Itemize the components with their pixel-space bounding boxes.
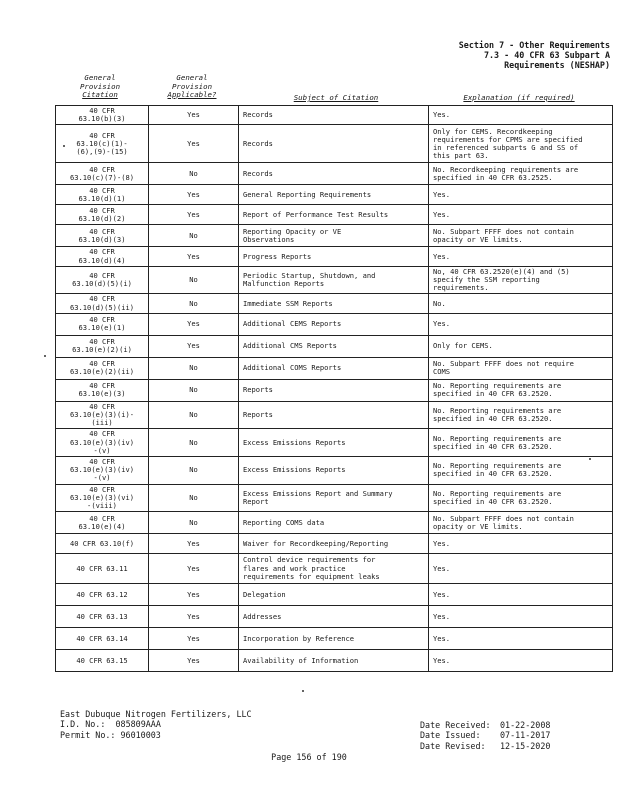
citation-cell-line: 40 CFR bbox=[89, 457, 115, 467]
subject-cell bbox=[239, 357, 429, 379]
explanation-cell bbox=[429, 650, 613, 672]
table-row bbox=[56, 266, 613, 294]
citation-cell-line: -(viii) bbox=[87, 501, 117, 511]
citation-cell-line: 63.10(d)(1) bbox=[78, 193, 126, 203]
explanation-cell-line: requirements for CPMS are specified bbox=[433, 134, 583, 144]
applicable-column-header bbox=[155, 74, 229, 100]
citation-cell bbox=[56, 484, 149, 512]
subject-cell bbox=[239, 125, 429, 163]
date-revised bbox=[420, 741, 550, 751]
section-header-line: Requirements (NESHAP) bbox=[504, 60, 610, 71]
explanation-cell-line: Yes. bbox=[433, 655, 451, 665]
subject-cell bbox=[239, 628, 429, 650]
explanation-cell-line: this part 63. bbox=[433, 151, 489, 161]
citation-cell-line: 63.10(e)(3) bbox=[78, 389, 126, 399]
citation-cell-line: 63.10(e)(3)(iv) bbox=[69, 437, 135, 447]
explanation-cell-line: opacity or VE limits. bbox=[433, 234, 523, 244]
explanation-cell-line: No, 40 CFR 63.2520(e)(4) and (5) bbox=[433, 266, 570, 276]
requirements-table bbox=[55, 105, 613, 672]
footer-dates bbox=[420, 720, 550, 751]
subject-cell-line: Delegation bbox=[243, 589, 286, 599]
table-row bbox=[56, 554, 613, 584]
subject-cell-line: Observations bbox=[243, 234, 295, 244]
date-issued-value: 07-11-2017 bbox=[500, 730, 551, 741]
company-name: East Dubuque Nitrogen Fertilizers, LLC bbox=[60, 709, 252, 719]
explanation-cell bbox=[429, 185, 613, 205]
table-row bbox=[56, 584, 613, 606]
citation-cell-line: 40 CFR 63.15 bbox=[76, 655, 128, 665]
applicable-cell: No bbox=[149, 429, 239, 457]
citation-cell bbox=[56, 512, 149, 534]
explanation-cell bbox=[429, 163, 613, 185]
citation-cell-line: 63.10(d)(2) bbox=[78, 213, 126, 223]
explanation-cell-line: Yes. bbox=[433, 563, 451, 573]
citation-cell-line: 40 CFR bbox=[89, 315, 115, 325]
citation-cell-line: 63.10(e)(1) bbox=[78, 323, 126, 333]
citation-cell-line: 40 CFR bbox=[89, 337, 115, 347]
explanation-cell bbox=[429, 266, 613, 294]
citation-cell bbox=[56, 225, 149, 247]
explanation-cell-line: Yes. bbox=[433, 633, 451, 643]
explanation-cell bbox=[429, 125, 613, 163]
citation-cell bbox=[56, 554, 149, 584]
table-row bbox=[56, 429, 613, 457]
date-revised-label: Date Revised: bbox=[420, 740, 486, 751]
table-row bbox=[56, 534, 613, 554]
applicable-cell: No bbox=[149, 379, 239, 401]
citation-cell bbox=[56, 294, 149, 313]
table-row bbox=[56, 313, 613, 335]
applicable-cell: Yes bbox=[149, 125, 239, 163]
section-header bbox=[459, 40, 610, 71]
explanation-cell bbox=[429, 247, 613, 266]
subject-cell-line: Report bbox=[243, 496, 269, 506]
subject-cell bbox=[239, 225, 429, 247]
citation-cell bbox=[56, 429, 149, 457]
explanation-cell bbox=[429, 429, 613, 457]
applicable-cell: Yes bbox=[149, 185, 239, 205]
citation-cell-line: 40 CFR 63.10(f) bbox=[69, 538, 135, 548]
explanation-cell bbox=[429, 512, 613, 534]
explanation-cell bbox=[429, 584, 613, 606]
subject-cell bbox=[239, 401, 429, 429]
subject-cell bbox=[239, 266, 429, 294]
permit-number bbox=[60, 730, 252, 740]
subject-cell bbox=[239, 205, 429, 225]
subject-cell-line: Excess Emissions Reports bbox=[243, 465, 346, 475]
facility-id-value: 085809AAA bbox=[115, 719, 161, 730]
subject-cell bbox=[239, 106, 429, 125]
explanation-cell-line: Yes. bbox=[433, 189, 451, 199]
explanation-cell-line: Yes. bbox=[433, 589, 451, 599]
explanation-cell bbox=[429, 357, 613, 379]
subject-cell-line: General Reporting Requirements bbox=[243, 189, 372, 199]
subject-cell-line: Reports bbox=[243, 385, 273, 395]
applicable-cell: Yes bbox=[149, 554, 239, 584]
subject-cell-line: Malfunction Reports bbox=[243, 279, 325, 289]
scan-speck bbox=[44, 355, 46, 357]
subject-cell bbox=[239, 379, 429, 401]
table-row bbox=[56, 401, 613, 429]
subject-cell-line: Periodic Startup, Shutdown, and bbox=[243, 270, 376, 280]
citation-cell-line: 40 CFR bbox=[89, 359, 115, 369]
subject-cell bbox=[239, 650, 429, 672]
explanation-cell bbox=[429, 379, 613, 401]
explanation-cell-line: opacity or VE limits. bbox=[433, 521, 523, 531]
table-row bbox=[56, 628, 613, 650]
explanation-cell-line: No. Reporting requirements are bbox=[433, 433, 562, 443]
subject-cell bbox=[239, 247, 429, 266]
citation-cell bbox=[56, 357, 149, 379]
explanation-cell-line: No. Subpart FFFF does not require bbox=[433, 359, 574, 369]
explanation-cell bbox=[429, 606, 613, 628]
table-row bbox=[56, 163, 613, 185]
citation-cell-line: 40 CFR bbox=[89, 381, 115, 391]
subject-cell bbox=[239, 484, 429, 512]
subject-cell bbox=[239, 335, 429, 357]
explanation-cell-line: Yes. bbox=[433, 110, 451, 120]
subject-cell bbox=[239, 294, 429, 313]
subject-cell-line: flares and work practice bbox=[243, 563, 346, 573]
citation-cell-line: 40 CFR bbox=[89, 247, 115, 257]
citation-column-header bbox=[55, 74, 145, 100]
citation-cell-line: 63.10(d)(5)(ii) bbox=[69, 302, 135, 312]
explanation-cell bbox=[429, 106, 613, 125]
citation-cell-line: 40 CFR 63.14 bbox=[76, 633, 128, 643]
column-headers bbox=[55, 74, 612, 102]
applicable-cell: Yes bbox=[149, 650, 239, 672]
subject-cell bbox=[239, 163, 429, 185]
explanation-cell bbox=[429, 554, 613, 584]
explanation-cell bbox=[429, 401, 613, 429]
subject-cell-line: Control device requirements for bbox=[243, 555, 376, 565]
explanation-cell-line: Yes. bbox=[433, 251, 451, 261]
subject-cell-line: Report of Performance Test Results bbox=[243, 209, 389, 219]
citation-header-line: Citation bbox=[82, 90, 118, 99]
table-row bbox=[56, 457, 613, 485]
subject-cell bbox=[239, 584, 429, 606]
table-row bbox=[56, 379, 613, 401]
explanation-cell-line: specified in 40 CFR 63.2520. bbox=[433, 469, 553, 479]
applicable-cell: Yes bbox=[149, 606, 239, 628]
subject-cell-line: Additional COMS Reports bbox=[243, 363, 342, 373]
applicable-cell: No bbox=[149, 357, 239, 379]
section-header-line: Section 7 - Other Requirements bbox=[458, 40, 610, 50]
citation-cell-line: 40 CFR bbox=[89, 185, 115, 195]
citation-cell-line: 40 CFR bbox=[89, 205, 115, 215]
table-row bbox=[56, 294, 613, 313]
explanation-cell-line: COMS bbox=[433, 367, 451, 377]
date-received bbox=[420, 720, 550, 730]
explanation-cell bbox=[429, 335, 613, 357]
date-issued-label: Date Issued: bbox=[420, 730, 481, 741]
citation-cell bbox=[56, 457, 149, 485]
facility-id-label: I.D. No.: bbox=[60, 719, 106, 730]
explanation-cell-line: Yes. bbox=[433, 319, 451, 329]
explanation-cell-line: requirements. bbox=[433, 283, 489, 293]
explanation-cell-line: specified in 40 CFR 63.2525. bbox=[433, 172, 553, 182]
subject-cell bbox=[239, 534, 429, 554]
explanation-cell-line: specified in 40 CFR 63.2520. bbox=[433, 496, 553, 506]
requirements-table-body bbox=[56, 106, 613, 672]
explanation-cell-line: Yes. bbox=[433, 538, 451, 548]
table-row bbox=[56, 650, 613, 672]
explanation-column-header: Explanation (if required) bbox=[463, 93, 575, 102]
citation-cell bbox=[56, 247, 149, 266]
subject-cell-line: Progress Reports bbox=[243, 251, 312, 261]
subject-cell-line: Addresses bbox=[243, 611, 282, 621]
applicable-cell: Yes bbox=[149, 534, 239, 554]
citation-cell bbox=[56, 106, 149, 125]
citation-cell-line: 63.10(e)(3)(i)- bbox=[69, 410, 135, 420]
citation-cell bbox=[56, 606, 149, 628]
subject-cell-line: Reporting COMS data bbox=[243, 517, 325, 527]
citation-cell bbox=[56, 401, 149, 429]
subject-cell bbox=[239, 313, 429, 335]
subject-cell-line: Records bbox=[243, 138, 273, 148]
subject-cell bbox=[239, 512, 429, 534]
explanation-cell-line: No. Reporting requirements are bbox=[433, 381, 562, 391]
citation-cell bbox=[56, 628, 149, 650]
subject-cell-line: Records bbox=[243, 168, 273, 178]
citation-cell-line: 40 CFR 63.12 bbox=[76, 589, 128, 599]
citation-cell-line: 40 CFR bbox=[89, 270, 115, 280]
citation-cell bbox=[56, 125, 149, 163]
subject-cell bbox=[239, 457, 429, 485]
explanation-cell-line: Only for CEMS. Recordkeeping bbox=[433, 126, 553, 136]
citation-cell-line: 40 CFR 63.11 bbox=[76, 563, 128, 573]
subject-cell bbox=[239, 606, 429, 628]
explanation-cell bbox=[429, 205, 613, 225]
explanation-cell-line: specify the SSM reporting bbox=[433, 275, 540, 285]
citation-cell-line: 40 CFR bbox=[89, 130, 115, 140]
explanation-cell-line: No. Subpart FFFF does not contain bbox=[433, 513, 574, 523]
date-revised-value: 12-15-2020 bbox=[500, 740, 551, 751]
date-issued bbox=[420, 730, 550, 740]
scan-speck bbox=[589, 458, 591, 460]
citation-cell-line: 63.10(c)(1)- bbox=[76, 138, 128, 148]
subject-cell bbox=[239, 554, 429, 584]
explanation-cell bbox=[429, 457, 613, 485]
citation-cell bbox=[56, 650, 149, 672]
citation-cell-line: 63.10(d)(4) bbox=[78, 255, 126, 265]
citation-cell-line: 63.10(e)(4) bbox=[78, 521, 126, 531]
permit-number-label: Permit No.: bbox=[60, 729, 116, 740]
explanation-cell bbox=[429, 534, 613, 554]
applicable-cell: No bbox=[149, 512, 239, 534]
subject-cell-line: Immediate SSM Reports bbox=[243, 298, 333, 308]
citation-header-line: General bbox=[84, 73, 116, 82]
section-header-line: 7.3 - 40 CFR 63 Subpart A bbox=[483, 50, 610, 61]
citation-cell bbox=[56, 185, 149, 205]
citation-cell-line: 63.10(b)(3) bbox=[78, 114, 126, 124]
explanation-cell-line: No. Reporting requirements are bbox=[433, 461, 562, 471]
table-row bbox=[56, 225, 613, 247]
citation-cell-line: (6),(9)-(15) bbox=[76, 147, 128, 156]
subject-cell-line: Waiver for Recordkeeping/Reporting bbox=[243, 538, 389, 548]
citation-cell bbox=[56, 163, 149, 185]
explanation-cell-line: specified in 40 CFR 63.2520. bbox=[433, 414, 553, 424]
citation-cell-line: 63.10(d)(3) bbox=[78, 234, 126, 244]
subject-cell-line: Excess Emissions Report and Summary bbox=[243, 488, 393, 498]
applicable-header-line: Provision bbox=[171, 81, 213, 91]
applicable-cell: Yes bbox=[149, 584, 239, 606]
citation-cell-line: 40 CFR 63.13 bbox=[76, 611, 128, 621]
citation-cell-line: -(v) bbox=[93, 473, 111, 483]
applicable-cell: Yes bbox=[149, 335, 239, 357]
citation-cell-line: 40 CFR bbox=[89, 106, 115, 115]
table-row bbox=[56, 484, 613, 512]
table-row bbox=[56, 512, 613, 534]
subject-column-header: Subject of Citation bbox=[293, 93, 379, 102]
explanation-cell-line: in referenced subparts G and SS of bbox=[433, 142, 579, 152]
explanation-cell-line: Only for CEMS. bbox=[433, 341, 493, 351]
citation-cell bbox=[56, 379, 149, 401]
explanation-cell-line: specified in 40 CFR 63.2520. bbox=[433, 389, 553, 399]
explanation-cell bbox=[429, 313, 613, 335]
date-received-label: Date Received: bbox=[420, 720, 491, 730]
applicable-cell: No bbox=[149, 266, 239, 294]
citation-cell bbox=[56, 266, 149, 294]
subject-cell-line: Additional CEMS Reports bbox=[243, 319, 342, 329]
citation-cell-line: 63.10(e)(2)(i) bbox=[72, 345, 132, 355]
citation-cell bbox=[56, 313, 149, 335]
subject-cell-line: Availability of Information bbox=[243, 655, 359, 665]
explanation-cell bbox=[429, 294, 613, 313]
footer-left bbox=[60, 709, 252, 740]
date-received-value: 01-22-2008 bbox=[500, 720, 551, 730]
applicable-cell: No bbox=[149, 294, 239, 313]
applicable-header-line: Applicable? bbox=[167, 90, 217, 99]
explanation-cell-line: No. bbox=[433, 298, 446, 308]
subject-cell-line: Incorporation by Reference bbox=[243, 633, 355, 643]
table-row bbox=[56, 205, 613, 225]
page-number: Page 156 of 190 bbox=[271, 752, 347, 762]
explanation-cell bbox=[429, 628, 613, 650]
applicable-cell: Yes bbox=[149, 247, 239, 266]
permit-number-value: 96010003 bbox=[120, 729, 161, 740]
citation-cell-line: 63.10(c)(7)-(8) bbox=[69, 172, 135, 182]
subject-cell-line: Excess Emissions Reports bbox=[243, 437, 346, 447]
applicable-cell: Yes bbox=[149, 628, 239, 650]
citation-cell-line: 63.10(e)(3)(iv) bbox=[69, 465, 135, 475]
citation-cell bbox=[56, 534, 149, 554]
table-row bbox=[56, 125, 613, 163]
table-row bbox=[56, 357, 613, 379]
applicable-cell: No bbox=[149, 225, 239, 247]
subject-cell bbox=[239, 429, 429, 457]
citation-cell-line: 40 CFR bbox=[89, 294, 115, 304]
citation-cell bbox=[56, 205, 149, 225]
scan-speck bbox=[63, 145, 65, 147]
citation-cell-line: 40 CFR bbox=[89, 401, 115, 411]
applicable-cell: No bbox=[149, 457, 239, 485]
subject-cell-line: requirements for equipment leaks bbox=[243, 571, 380, 581]
citation-cell-line: (iii) bbox=[91, 418, 113, 428]
explanation-cell-line: No. Recordkeeping requirements are bbox=[433, 164, 579, 174]
applicable-cell: No bbox=[149, 163, 239, 185]
subject-cell-line: Reports bbox=[243, 410, 273, 420]
table-row bbox=[56, 185, 613, 205]
citation-cell-line: 63.10(e)(2)(ii) bbox=[69, 367, 135, 377]
subject-cell-line: Records bbox=[243, 110, 273, 120]
table-row bbox=[56, 335, 613, 357]
citation-cell-line: 63.10(e)(3)(vi) bbox=[69, 492, 135, 502]
applicable-header-line: General bbox=[176, 73, 208, 82]
citation-cell-line: 40 CFR bbox=[89, 429, 115, 439]
table-row bbox=[56, 247, 613, 266]
applicable-cell: Yes bbox=[149, 313, 239, 335]
citation-cell bbox=[56, 335, 149, 357]
applicable-cell: No bbox=[149, 484, 239, 512]
applicable-cell: Yes bbox=[149, 205, 239, 225]
citation-cell-line: 40 CFR bbox=[89, 484, 115, 494]
table-row bbox=[56, 606, 613, 628]
citation-cell-line: 40 CFR bbox=[89, 513, 115, 523]
explanation-cell bbox=[429, 484, 613, 512]
explanation-cell-line: specified in 40 CFR 63.2520. bbox=[433, 441, 553, 451]
applicable-cell: Yes bbox=[149, 106, 239, 125]
citation-cell-line: 40 CFR bbox=[89, 164, 115, 174]
explanation-cell bbox=[429, 225, 613, 247]
explanation-cell-line: No. Subpart FFFF does not contain bbox=[433, 226, 574, 236]
subject-cell bbox=[239, 185, 429, 205]
scan-speck bbox=[302, 690, 304, 692]
subject-cell-line: Reporting Opacity or VE bbox=[243, 226, 342, 236]
citation-cell-line: 63.10(d)(5)(i) bbox=[72, 279, 132, 289]
citation-cell-line: 40 CFR bbox=[89, 226, 115, 236]
explanation-cell-line: No. Reporting requirements are bbox=[433, 405, 562, 415]
table-row bbox=[56, 106, 613, 125]
explanation-cell-line: Yes. bbox=[433, 611, 451, 621]
subject-cell-line: Additional CMS Reports bbox=[243, 341, 337, 351]
citation-cell-line: -(v) bbox=[93, 445, 111, 455]
explanation-cell-line: Yes. bbox=[433, 209, 451, 219]
citation-cell bbox=[56, 584, 149, 606]
explanation-cell-line: No. Reporting requirements are bbox=[433, 488, 562, 498]
citation-header-line: Provision bbox=[79, 81, 121, 91]
facility-id bbox=[60, 719, 252, 729]
applicable-cell: No bbox=[149, 401, 239, 429]
